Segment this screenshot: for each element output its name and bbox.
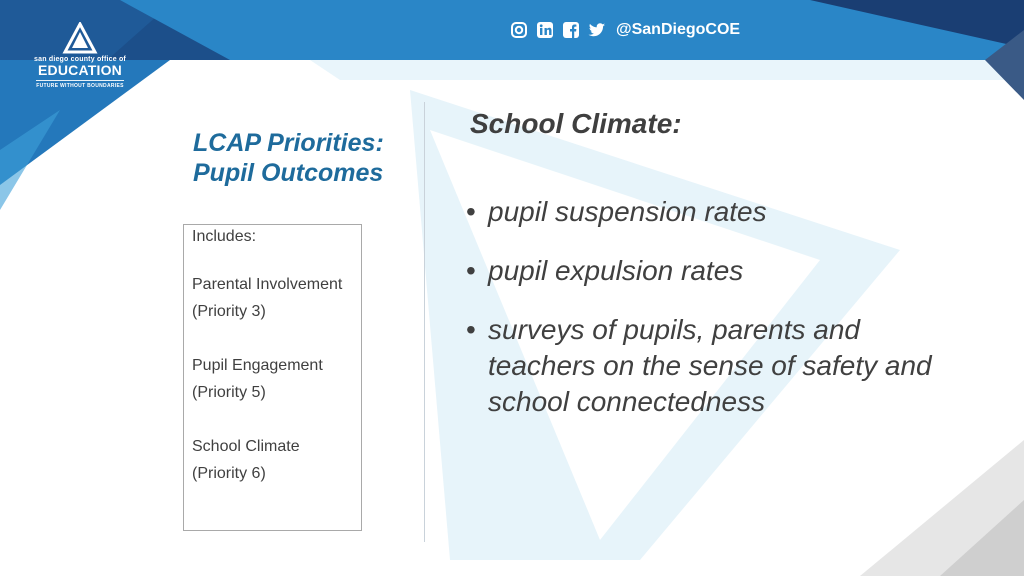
priority-name: School Climate: [192, 438, 300, 455]
bullet-item: [466, 194, 936, 230]
bullet-text: pupil expulsion rates: [488, 255, 744, 286]
bullet-text: pupil suspension rates: [488, 196, 767, 227]
priority-number: (Priority 6): [192, 465, 266, 482]
includes-box: [183, 224, 362, 531]
sdcoe-logo: [30, 22, 130, 89]
vertical-divider: [424, 102, 425, 542]
linkedin-icon[interactable]: [536, 21, 554, 39]
school-climate-heading: School Climate:: [470, 108, 682, 139]
section-title: [193, 128, 423, 188]
priority-name: Parental Involvement: [192, 276, 343, 293]
social-bar: [510, 21, 740, 39]
bullet-text: surveys of pupils, parents and teachers on the sense of safety and school connectedness: [488, 314, 932, 417]
section-title-line1: LCAP Priorities:: [193, 129, 384, 157]
bullet-dot-icon: •: [466, 255, 476, 286]
section-title-line2: Pupil Outcomes: [193, 159, 384, 187]
bullet-item: [466, 253, 936, 289]
bullet-item: [466, 312, 936, 420]
logo-tagline: FUTURE WITHOUT BOUNDARIES: [36, 83, 124, 89]
instagram-icon[interactable]: [510, 21, 528, 39]
includes-label: Includes:: [192, 228, 257, 245]
school-climate-bullets: [466, 194, 936, 443]
logo-small-text: san diego county office of: [34, 56, 126, 63]
bullet-dot-icon: •: [466, 196, 476, 227]
priority-name: Pupil Engagement: [192, 357, 323, 374]
facebook-icon[interactable]: [562, 21, 580, 39]
logo-main-text: EDUCATION: [38, 62, 122, 78]
social-handle[interactable]: @SanDiegoCOE: [616, 21, 741, 38]
logo-triangle-icon: [62, 22, 98, 54]
priority-number: (Priority 5): [192, 384, 266, 401]
priority-number: (Priority 3): [192, 303, 266, 320]
logo-divider: [36, 80, 124, 81]
bullet-dot-icon: •: [466, 314, 476, 345]
twitter-icon[interactable]: [588, 21, 606, 39]
